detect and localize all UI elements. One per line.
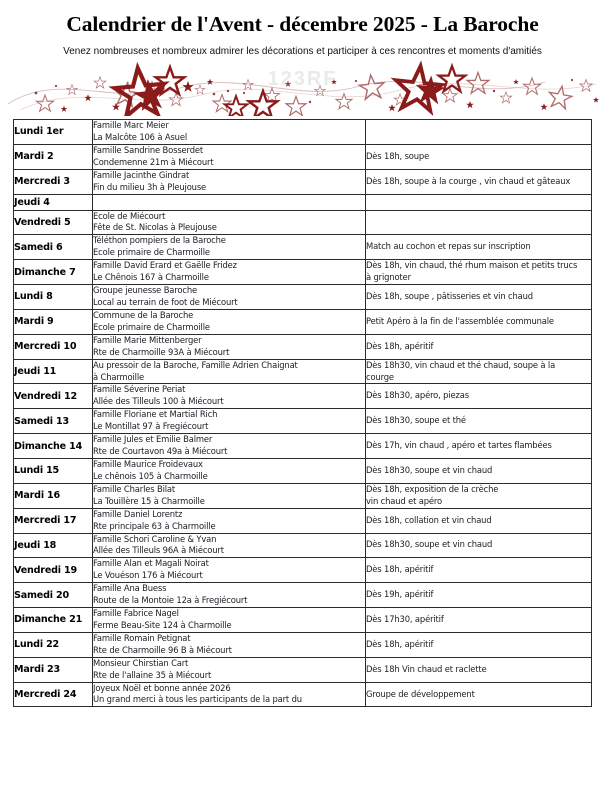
calendar-host-cell — [93, 533, 366, 558]
calendar-host-cell — [93, 285, 366, 310]
calendar-host-line: Le Vouéson 176 à Miécourt — [93, 570, 203, 581]
calendar-host-line: Famille Fabrice Nagel — [93, 608, 179, 619]
table-row — [14, 434, 592, 459]
calendar-host-line: Joyeux Noël et bonne année 2026 — [93, 682, 231, 693]
calendar-info-cell — [366, 682, 592, 707]
calendar-host-line: Fin du milieu 3h à Pleujouse — [93, 181, 207, 192]
calendar-info-cell — [366, 458, 592, 483]
calendar-host-line: Famille David Erard et Gaëlle Fridez — [93, 260, 237, 271]
calendar-day-label: Lundi 15 — [14, 458, 93, 483]
calendar-host-line: Fête de St. Nicolas à Pleujouse — [93, 222, 217, 233]
calendar-host-line: Téléthon pompiers de la Baroche — [93, 235, 226, 246]
calendar-info-line: Dès 17h30, apéritif — [366, 613, 444, 624]
calendar-host-line: La Touillère 15 à Charmoille — [93, 495, 205, 506]
calendar-host-line: Commune de la Baroche — [93, 309, 194, 320]
calendar-info-cell — [366, 384, 592, 409]
calendar-info-cell — [366, 210, 592, 235]
calendar-host-line: Famille Marie Mittenberger — [93, 334, 202, 345]
calendar-host-line: à Charmoille — [93, 371, 144, 382]
calendar-host-line: Route de la Montoie 12a à Fregiécourt — [93, 595, 248, 606]
calendar-host-line: Un grand merci à tous les participants de la part du — [93, 694, 302, 705]
table-row — [14, 508, 592, 533]
calendar-host-line: Famille Séverine Periat — [93, 384, 186, 395]
calendar-info-line: Dès 18h, apéritif — [366, 340, 434, 351]
calendar-host-cell — [93, 458, 366, 483]
calendar-day-label: Mercredi 17 — [14, 508, 93, 533]
calendar-info-line: Dès 18h30, soupe et thé — [366, 415, 466, 426]
calendar-info-line: Dès 18h, exposition de la crèche — [366, 483, 499, 494]
calendar-host-line: Famille Maurice Froidevaux — [93, 458, 203, 469]
table-row — [14, 483, 592, 508]
calendar-info-cell — [366, 120, 592, 145]
calendar-host-line: Ferme Beau-Site 124 à Charmoille — [93, 619, 232, 630]
table-row — [14, 583, 592, 608]
calendar-host-line: Famille Jacinthe Gindrat — [93, 169, 190, 180]
calendar-host-line: Famille Sandrine Bosserdet — [93, 144, 203, 155]
calendar-info-line: Dès 18h, apéritif — [366, 638, 434, 649]
calendar-day-label: Jeudi 18 — [14, 533, 93, 558]
table-row — [14, 194, 592, 210]
calendar-info-cell — [366, 144, 592, 169]
calendar-info-cell — [366, 434, 592, 459]
calendar-host-line: Le Chênois 167 à Charmoille — [93, 272, 209, 283]
calendar-host-line: Ecole primaire de Charmoille — [93, 247, 210, 258]
calendar-info-cell — [366, 558, 592, 583]
calendar-host-cell — [93, 120, 366, 145]
calendar-host-cell — [93, 144, 366, 169]
calendar-info-cell — [366, 235, 592, 260]
calendar-host-cell — [93, 632, 366, 657]
calendar-host-cell — [93, 682, 366, 707]
calendar-host-line: Famille Ana Buess — [93, 583, 167, 594]
calendar-host-cell — [93, 359, 366, 384]
calendar-host-line: Rte principale 63 à Charmoille — [93, 520, 216, 531]
calendar-info-cell — [366, 632, 592, 657]
calendar-host-cell — [93, 194, 366, 210]
calendar-info-cell — [366, 285, 592, 310]
calendar-day-label: Mercredi 10 — [14, 334, 93, 359]
star-banner-decoration — [0, 60, 605, 116]
table-row — [14, 144, 592, 169]
calendar-info-cell — [366, 309, 592, 334]
table-row — [14, 285, 592, 310]
calendar-host-line: Allée des Tilleuls 100 à Miécourt — [93, 396, 224, 407]
table-row — [14, 384, 592, 409]
calendar-info-cell — [366, 608, 592, 633]
calendar-host-cell — [93, 558, 366, 583]
calendar-info-line: Dès 18h, soupe — [366, 150, 430, 161]
calendar-info-line: Dès 18h, collation et vin chaud — [366, 514, 492, 525]
calendar-host-line: La Malcôte 106 à Asuel — [93, 131, 187, 142]
calendar-info-line: Dès 18h, soupe , pâtisseries et vin chaud — [366, 291, 533, 302]
calendar-day-label: Lundi 22 — [14, 632, 93, 657]
calendar-day-label: Vendredi 5 — [14, 210, 93, 235]
table-row — [14, 533, 592, 558]
calendar-host-line: Le Montillat 97 à Fregiécourt — [93, 421, 209, 432]
page-title: Calendrier de l'Avent - décembre 2025 - La Baroche — [66, 12, 539, 36]
table-row — [14, 458, 592, 483]
calendar-info-cell — [366, 533, 592, 558]
page-subtitle: Venez nombreuses et nombreux admirer les décorations et participer à ces rencontres et moments d'amitiés — [63, 45, 542, 57]
calendar-host-line: Famille Daniel Lorentz — [93, 508, 183, 519]
calendar-info-cell — [366, 194, 592, 210]
calendar-day-label: Vendredi 12 — [14, 384, 93, 409]
calendar-info-line: Dès 17h, vin chaud , apéro et tartes flambées — [366, 440, 552, 451]
calendar-day-label: Dimanche 21 — [14, 608, 93, 633]
calendar-info-cell — [366, 508, 592, 533]
calendar-day-label: Jeudi 11 — [14, 359, 93, 384]
calendar-host-line: Famille Alan et Magali Noirat — [93, 558, 209, 569]
table-row — [14, 558, 592, 583]
calendar-info-line: Dès 18h30, vin chaud et thé chaud, soupe à la — [366, 359, 556, 370]
table-row — [14, 210, 592, 235]
calendar-host-line: Au pressoir de la Baroche, Famille Adrien Chaignat — [93, 359, 298, 370]
calendar-info-line: Dès 18h, soupe à la courge , vin chaud et gâteaux — [366, 175, 571, 186]
calendar-day-label: Mardi 16 — [14, 483, 93, 508]
calendar-info-line: Dès 18h, apéritif — [366, 564, 434, 575]
calendar-day-label: Samedi 13 — [14, 409, 93, 434]
table-row — [14, 608, 592, 633]
calendar-info-line: Groupe de développement — [366, 688, 475, 699]
advent-calendar-table — [13, 119, 592, 707]
table-row — [14, 682, 592, 707]
calendar-day-label: Mercredi 24 — [14, 682, 93, 707]
calendar-host-cell — [93, 434, 366, 459]
calendar-host-cell — [93, 169, 366, 194]
table-row — [14, 309, 592, 334]
calendar-info-cell — [366, 657, 592, 682]
table-row — [14, 657, 592, 682]
table-row — [14, 359, 592, 384]
calendar-info-line: Dès 18h30, apéro, piezas — [366, 390, 469, 401]
calendar-info-cell — [366, 583, 592, 608]
calendar-host-cell — [93, 334, 366, 359]
calendar-host-line: Rte de Charmoille 96 B à Miécourt — [93, 644, 232, 655]
calendar-info-line: Dès 18h30, soupe et vin chaud — [366, 464, 493, 475]
calendar-host-cell — [93, 210, 366, 235]
calendar-host-line: Local au terrain de foot de Miécourt — [93, 296, 238, 307]
table-row — [14, 260, 592, 285]
calendar-table-container — [13, 119, 591, 707]
calendar-host-line: Monsieur Chirstian Cart — [93, 657, 189, 668]
calendar-host-cell — [93, 583, 366, 608]
calendar-info-cell — [366, 359, 592, 384]
calendar-info-cell — [366, 483, 592, 508]
calendar-day-label: Lundi 1er — [14, 120, 93, 145]
table-row — [14, 120, 592, 145]
calendar-info-line: Dès 18h, vin chaud, thé rhum maison et petits trucs — [366, 260, 578, 271]
calendar-host-cell — [93, 260, 366, 285]
calendar-day-label: Mercredi 3 — [14, 169, 93, 194]
calendar-host-line: Allée des Tilleuls 96A à Miécourt — [93, 545, 224, 556]
calendar-info-cell — [366, 409, 592, 434]
calendar-host-line: Rte de Charmoille 93A à Miécourt — [93, 346, 230, 357]
calendar-day-label: Mardi 9 — [14, 309, 93, 334]
calendar-info-line: Dès 18h30, soupe et vin chaud — [366, 539, 493, 550]
calendar-day-label: Lundi 8 — [14, 285, 93, 310]
calendar-host-line: Le chênois 105 à Charmoille — [93, 470, 208, 481]
calendar-info-line: Dès 19h, apéritif — [366, 589, 434, 600]
calendar-day-label: Mardi 23 — [14, 657, 93, 682]
calendar-host-line: Famille Jules et Emilie Balmer — [93, 434, 213, 445]
table-row — [14, 235, 592, 260]
calendar-day-label: Samedi 20 — [14, 583, 93, 608]
calendar-host-cell — [93, 657, 366, 682]
calendar-info-line: courge — [366, 371, 394, 382]
calendar-host-cell — [93, 409, 366, 434]
calendar-info-line: vin chaud et apéro — [366, 495, 442, 506]
calendar-host-line: Famille Romain Petignat — [93, 632, 191, 643]
calendar-host-line: Groupe jeunesse Baroche — [93, 285, 197, 296]
calendar-host-cell — [93, 309, 366, 334]
calendar-host-cell — [93, 235, 366, 260]
calendar-host-line: Famille Schori Caroline & Yvan — [93, 533, 217, 544]
stars-svg — [0, 60, 605, 116]
table-row — [14, 334, 592, 359]
calendar-day-label: Vendredi 19 — [14, 558, 93, 583]
calendar-info-cell — [366, 169, 592, 194]
calendar-info-cell — [366, 260, 592, 285]
calendar-info-line: Match au cochon et repas sur inscription — [366, 241, 531, 252]
calendar-host-line: Rte de Courtavon 49a à Miécourt — [93, 446, 228, 457]
table-row — [14, 169, 592, 194]
calendar-day-label: Samedi 6 — [14, 235, 93, 260]
calendar-host-cell — [93, 483, 366, 508]
calendar-info-cell — [366, 334, 592, 359]
calendar-host-cell — [93, 608, 366, 633]
calendar-host-line: Ecole de Miécourt — [93, 210, 166, 221]
calendar-day-label: Dimanche 7 — [14, 260, 93, 285]
calendar-info-line: Dès 18h Vin chaud et raclette — [366, 663, 487, 674]
calendar-day-label: Mardi 2 — [14, 144, 93, 169]
calendar-host-line: Famille Floriane et Martial Rich — [93, 409, 218, 420]
calendar-host-line: Famille Charles Bilat — [93, 483, 176, 494]
banner-watermark: 123RF — [267, 67, 338, 90]
calendar-info-line: à grignoter — [366, 272, 411, 283]
table-row — [14, 632, 592, 657]
calendar-day-label: Dimanche 14 — [14, 434, 93, 459]
calendar-day-label: Jeudi 4 — [14, 194, 93, 210]
calendar-host-cell — [93, 384, 366, 409]
calendar-host-line: Famille Marc Meier — [93, 120, 169, 130]
calendar-host-line: Rte de l'allaine 35 à Miécourt — [93, 669, 212, 680]
calendar-host-cell — [93, 508, 366, 533]
calendar-host-line: Condemenne 21m à Miécourt — [93, 156, 214, 167]
calendar-info-line: Petit Apéro à la fin de l'assemblée communale — [366, 315, 554, 326]
calendar-host-line: Ecole primaire de Charmoille — [93, 321, 210, 332]
table-row — [14, 409, 592, 434]
